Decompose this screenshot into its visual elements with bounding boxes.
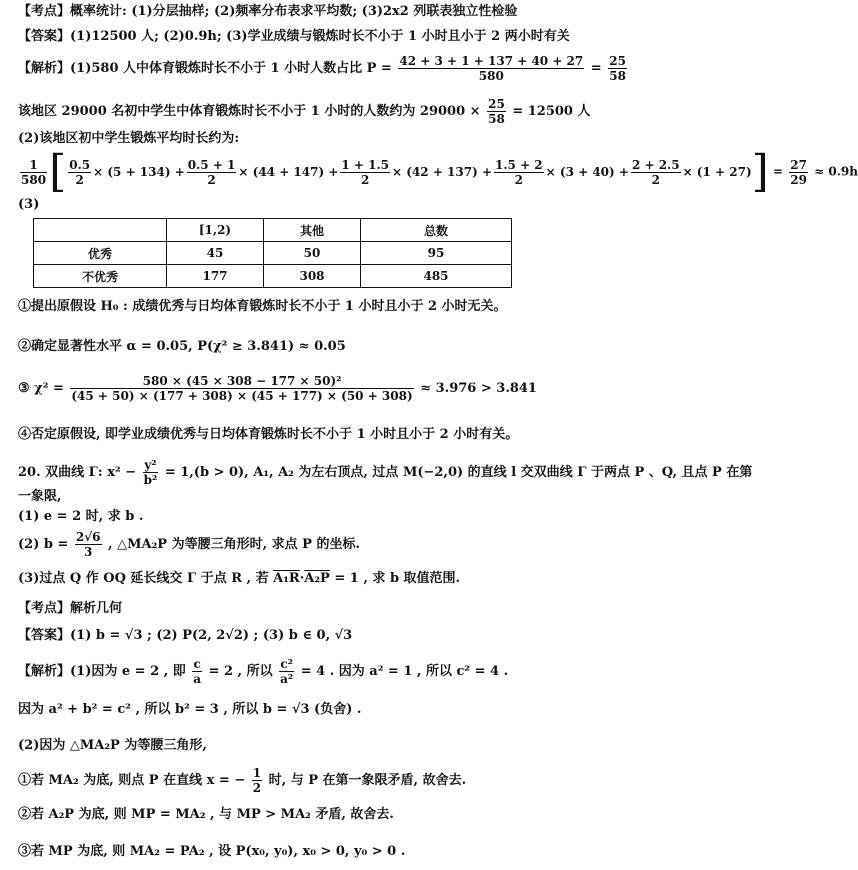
denominator: 2 [75, 172, 84, 187]
denominator: 2 [514, 172, 524, 187]
analysis-line-6 [18, 766, 466, 795]
fraction [20, 158, 47, 187]
table-cell: 177 [167, 265, 264, 288]
equals: = [772, 164, 784, 179]
fraction [487, 97, 506, 126]
part3-heading: (3) [18, 197, 40, 212]
fraction [143, 458, 159, 487]
topic-line-1: 【考点】概率统计: (1)分层抽样; (2)频率分布表求平均数; (3)2x2 列联表独立性检验 [18, 4, 518, 19]
numerator: 25 [488, 97, 505, 111]
denominator: 2 [651, 172, 660, 187]
denominator: 2 [252, 781, 262, 795]
numerator: y² [144, 458, 157, 472]
table-cell: [1,2) [167, 219, 264, 242]
sub-question-3 [18, 570, 460, 588]
fraction [789, 158, 808, 187]
step-2: ②确定显著性水平 α = 0.05, P(χ² ≥ 3.841) ≈ 0.05 [18, 339, 346, 354]
fraction [631, 158, 681, 187]
denominator: 58 [488, 112, 505, 126]
numerator: 42 + 3 + 1 + 137 + 40 + 27 [399, 54, 584, 68]
analysis-line-5: (2)因为 △MA₂P 为等腰三角形, [18, 738, 207, 753]
analysis-line-8: ③若 MP 为底, 则 MA₂ = PA₂ , 设 P(x₀, y₀), x₀ > 0, y₀ > 0 . [18, 844, 406, 859]
denominator: a² [280, 672, 294, 686]
numerator: 2√6 [75, 530, 101, 544]
text: 【解析】(1)因为 e = 2 , 即 [18, 664, 186, 679]
step-1: ①提出原假设 H₀ : 成绩优秀与日均体育锻炼时长不小于 1 小时且小于 2 小时无关。 [18, 299, 507, 314]
numerator: 1.5 + 2 [495, 157, 543, 172]
fraction [494, 158, 544, 187]
text: , △MA₂P 为等腰三角形时, 求点 P 的坐标. [108, 537, 360, 552]
numerator: 1 + 1.5 [341, 157, 390, 172]
fraction [398, 54, 584, 83]
term-text: × (44 + 147) + [238, 164, 339, 179]
question-20 [18, 458, 752, 487]
answer-line-2: 【答案】(1) b = √3 ; (2) P(2, 2√2) ; (3) b ∈ 0, √3 [18, 628, 353, 643]
analysis-line-4: 因为 a² + b² = c² , 所以 b² = 3 , 所以 b = √3 (负舍) . [18, 702, 362, 717]
table-cell: 308 [264, 265, 361, 288]
denominator: a [193, 672, 202, 686]
right-bracket: ] [751, 146, 769, 197]
table-cell: 优秀 [34, 242, 167, 265]
table-cell: 50 [264, 242, 361, 265]
table-row [34, 242, 512, 265]
term-text: × (1 + 27) [682, 164, 752, 179]
table-cell [34, 219, 167, 242]
text: 时, 与 P 在第一象限矛盾, 故舍去. [268, 773, 467, 788]
denominator: 2 [207, 172, 216, 187]
analysis-text: 【解析】(1)580 人中体育锻炼时长不小于 1 小时人数占比 P = [18, 61, 392, 76]
table-cell: 总数 [361, 219, 512, 242]
text: = 2 , 所以 [208, 664, 273, 679]
term-text: × (5 + 134) + [93, 164, 185, 179]
fraction [187, 158, 237, 187]
numerator: 2 + 2.5 [631, 157, 680, 172]
numerator: 1 [252, 766, 262, 780]
denominator: (45 + 50) × (177 + 308) × (45 + 177) × (50 + 308) [71, 389, 413, 403]
vector: A₂P [304, 571, 330, 586]
numerator: 0.5 + 1 [187, 157, 236, 172]
text: 20. 双曲线 Γ: x² − [18, 465, 137, 480]
analysis-line-3 [18, 657, 508, 686]
fraction [340, 158, 390, 187]
analysis-line-7: ②若 A₂P 为底, 则 MP = MA₂ , 与 MP > MA₂ 矛盾, 故舍去. [18, 807, 394, 822]
numerator: 25 [609, 54, 626, 68]
question-20-cont: 一象限, [18, 489, 62, 504]
denominator: 58 [609, 69, 626, 83]
text: ①若 MA₂ 为底, 则点 P 在直线 x = − [18, 773, 246, 788]
text: = 12500 人 [512, 104, 591, 119]
denominator: 580 [21, 172, 47, 187]
fraction [68, 158, 91, 187]
text: ≈ 3.976 > 3.841 [420, 381, 537, 396]
numerator: c [193, 657, 201, 671]
equals: = [590, 61, 602, 76]
fraction [75, 530, 102, 559]
sub-question-1: (1) e = 2 时, 求 b . [18, 509, 144, 524]
table-cell: 不优秀 [34, 265, 167, 288]
left-bracket: [ [49, 146, 67, 197]
contingency-table [33, 218, 512, 288]
denominator: 3 [84, 545, 93, 559]
denominator: 29 [790, 172, 807, 187]
dot: · [299, 571, 305, 586]
fraction [279, 657, 294, 686]
answer-line-1: 【答案】(1)12500 人; (2)0.9h; (3)学业成绩与锻炼时长不小于 1 小时且小于 2 两小时有关 [18, 29, 570, 44]
denominator: b² [143, 473, 158, 487]
text: = 1,(b > 0), A₁, A₂ 为左右顶点, 过点 M(−2,0) 的直线 l 交双曲线 Γ 于两点 P 、Q, 且点 P 在第 [164, 465, 753, 480]
numerator: 0.5 [69, 157, 91, 172]
table-cell: 485 [361, 265, 512, 288]
fraction [608, 54, 627, 83]
text: (3)过点 Q 作 OQ 延长线交 Γ 于点 R , 若 [18, 571, 269, 586]
topic-line-2: 【考点】解析几何 [18, 601, 123, 616]
text: 该地区 29000 名初中学生中体育锻炼时长不小于 1 小时的人数约为 29000 × [18, 104, 481, 119]
fraction [70, 374, 413, 403]
denominator: 580 [478, 69, 504, 83]
table-cell: 其他 [264, 219, 361, 242]
table-cell: 45 [167, 242, 264, 265]
part2-heading: (2)该地区初中学生锻炼平均时长约为: [18, 131, 240, 146]
table-row [34, 219, 512, 242]
fraction [192, 657, 202, 686]
formula-terms [66, 157, 752, 187]
denominator: 2 [361, 172, 370, 187]
text: ③ χ² = [18, 381, 64, 396]
result: ≈ 0.9h [814, 164, 858, 179]
table-row [34, 265, 512, 288]
term-text: × (3 + 40) + [545, 164, 629, 179]
step-3 [18, 374, 537, 403]
numerator: 27 [790, 157, 807, 172]
text: = 1 , 求 b 取值范围. [334, 571, 461, 586]
step-4: ④否定原假设, 即学业成绩优秀与日均体育锻炼时长不小于 1 小时且小于 2 小时有关。 [18, 427, 519, 442]
average-formula [18, 146, 858, 197]
table-cell: 95 [361, 242, 512, 265]
analysis-line-2 [18, 97, 591, 126]
fraction [252, 766, 262, 795]
vector: A₁R [273, 571, 300, 586]
numerator: 1 [20, 158, 47, 173]
numerator: 580 × (45 × 308 − 177 × 50)² [70, 374, 413, 389]
analysis-line-1 [18, 54, 629, 83]
sub-question-2 [18, 530, 360, 559]
text: = 4 . 因为 a² = 1 , 所以 c² = 4 . [300, 664, 509, 679]
text: (2) b = [18, 537, 69, 552]
numerator: c² [280, 657, 293, 671]
term-text: × (42 + 137) + [392, 164, 493, 179]
